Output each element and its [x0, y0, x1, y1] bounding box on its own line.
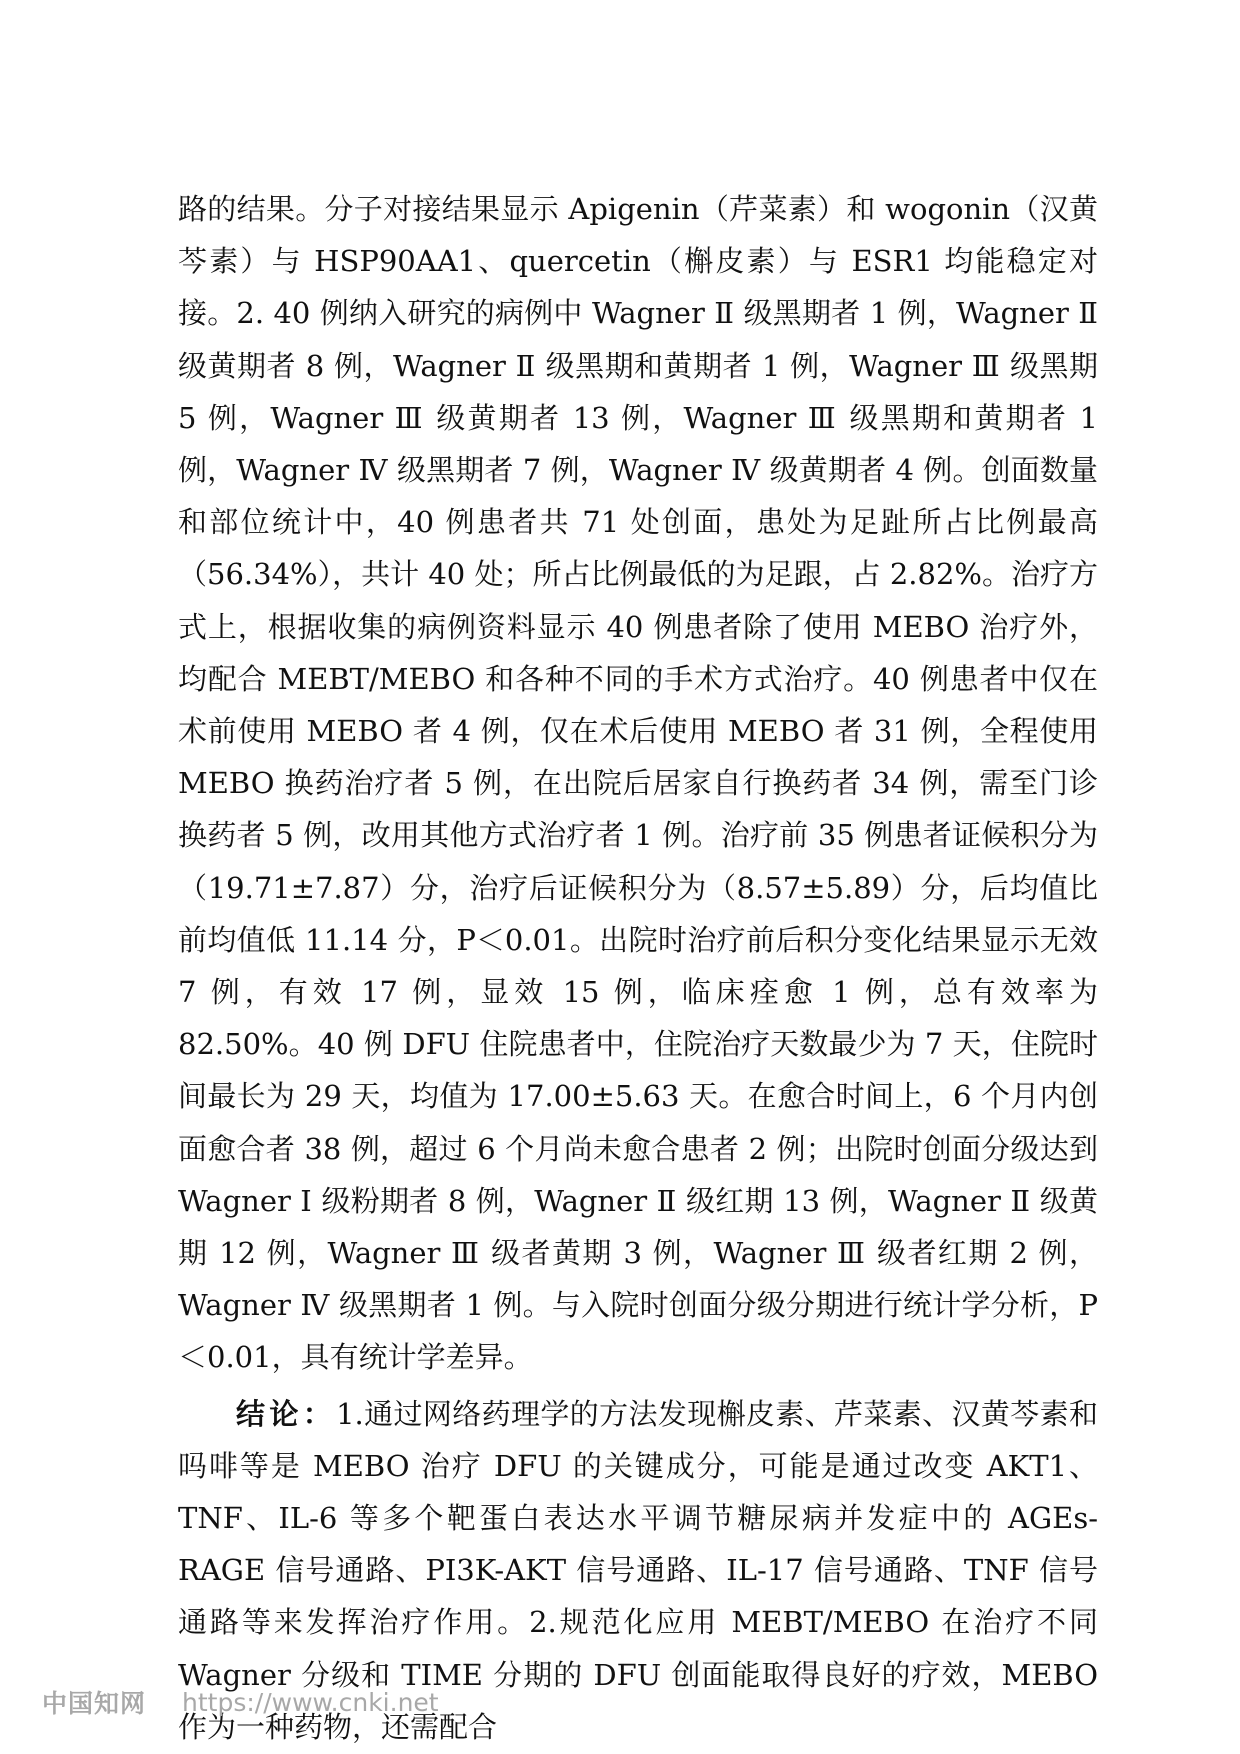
results-paragraph-text: 路的结果。分子对接结果显示 Apigenin（芹菜素）和 wogonin（汉黄芩素）与 HSP90AA1、quercetin（槲皮素）与 ESR1 均能稳定对接。2. 40 例纳入研究的病例中 Wagner Ⅱ 级黑期者 1 例，Wagner Ⅱ 级黄期者 8 例，Wagner Ⅱ 级黑期和黄期者 1 例，Wagner Ⅲ 级黑期 5 例，Wagner Ⅲ 级黄期者 13 例，Wagner Ⅲ 级黑期和黄期者 1 例，Wagner Ⅳ 级黑期者 7 例，Wagner Ⅳ 级黄期者 4 例。创面数量和部位统计中，40 例患者共 71 处创面，患处为足趾所占比例最高（56.34%），共计 40 处；所占比例最低的为足跟，占 2.82%。治疗方式上，根据收集的病例资料显示 40 例患者除了使用 MEBO 治疗外，均配合 MEBT/MEBO 和各种不同的手术方式治疗。40 例患者中仅在术前使用 MEBO 者 4 例，仅在术后使用 MEBO 者 31 例，全程使用 MEBO 换药治疗者 5 例，在出院后居家自行换药者 34 例，需至门诊换药者 5 例，改用其他方式治疗者 1 例。治疗前 35 例患者证候积分为（19.71±7.87）分，治疗后证候积分为（8.57±5.89）分，后均值比前均值低 11.14 分，P＜0.01。出院时治疗前后积分变化结果显示无效 7 例，有效 17 例，显效 15 例，临床痊愈 1 例，总有效率为 82.50%。40 例 DFU 住院患者中，住院治疗天数最少为 7 天，住院时间最长为 29 天，均值为 17.00±5.63 天。在愈合时间上，6 个月内创面愈合者 38 例，超过 6 个月尚未愈合患者 2 例；出院时创面分级达到 Wagner Ⅰ 级粉期者 8 例，Wagner Ⅱ 级红期 13 例，Wagner Ⅱ 级黄期 12 例，Wagner Ⅲ 级者黄期 3 例，Wagner Ⅲ 级者红期 2 例，Wagner Ⅳ 级黑期者 1 例。与入院时创面分级分期进行统计学分析，P＜0.01，具有统计学差异。 — [178, 192, 1098, 1375]
cnki-logo: 中国知网 — [42, 1689, 147, 1718]
document-body — [178, 183, 1098, 1753]
page-footer — [42, 1684, 439, 1720]
conclusion-heading: 结论： — [236, 1396, 337, 1431]
cnki-url-link[interactable]: https://www.cnki.net — [182, 1687, 439, 1717]
results-paragraph — [178, 183, 1098, 1384]
conclusion-paragraph-text: 1.通过网络药理学的方法发现槲皮素、芹菜素、汉黄芩素和吗啡等是 MEBO 治疗 DFU 的关键成分，可能是通过改变 AKT1、TNF、IL-6 等多个靶蛋白表达水平调节糖尿病并发症中的 AGEs-RAGE 信号通路、PI3K-AKT 信号通路、IL-17 信号通路、TNF 信号通路等来发挥治疗作用。2.规范化应用 MEBT/MEBO 在治疗不同 Wagner 分级和 TIME 分期的 DFU 创面能取得良好的疗效，MEBO 作为一种药物，还需配合 — [178, 1396, 1098, 1744]
